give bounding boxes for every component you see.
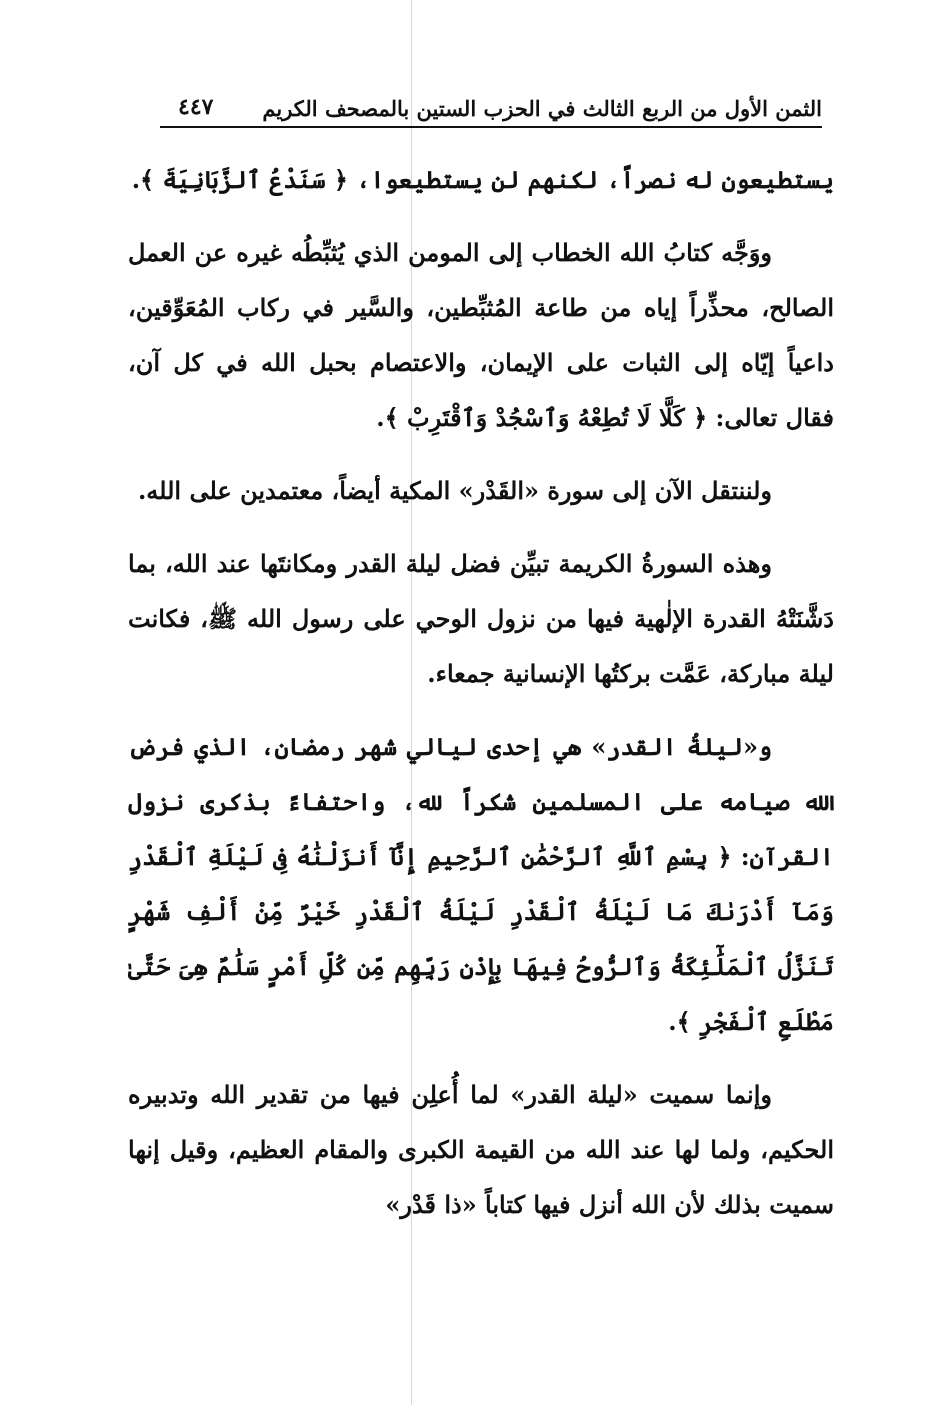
paragraph-continuation: يستطيعون له نصراً، لكنهم لن يستطيعوا، ﴿ سَنَدْعُ ٱلزَّبَانِيَةَ ﴾.	[131, 165, 834, 194]
paragraph-surah-text: و«ليلةُ القدر» هي إحدى ليالي شهر رمضان، الذي فرض الله صيامه على المسلمين شكراً لله، واحتفاءً بذكرى نزول القرآن: ﴿ بِسْمِ ٱللَّهِ ٱلرَّحْمَٰنِ ٱلرَّحِيمِ إِنَّآ أَنزَلْنَٰهُ فِى لَيْلَةِ ٱلْقَدْرِ وَمَآ أَدْرَىٰكَ مَا لَيْلَةُ ٱلْقَدْرِ لَيْلَةُ ٱلْقَدْرِ خَيْرٌ مِّنْ أَلْفِ شَهْرٍ تَنَزَّلُ ٱلْمَلَٰٓئِكَةُ وَٱلرُّوحُ فِيهَا بِإِذْنِ رَبِّهِم مِّن كُلِّ أَمْرٍ سَلَٰمٌ هِىَ حَتَّىٰ مَطْلَعِ ٱلْفَجْرِ ﴾.	[128, 732, 834, 1036]
page-number: ٤٤٧	[178, 94, 214, 120]
paragraph-night-virtue: وهذه السورةُ الكريمة تبيِّن فضل ليلة القدر ومكانتَها عند الله، بما دَشَّنَتْهُ القدرة الإلٰهية فيها من نزول الوحي على رسول الله ﷺ، فكانت ليلة مباركة، عَمَّت بركتُها الإنسانية جمعاء.	[128, 549, 834, 688]
running-title: الثمن الأول من الربع الثالث في الحزب الستين بالمصحف الكريم	[262, 96, 822, 121]
paragraph-naming: وإنما سميت «ليلة القدر» لما أُعلِن فيها من تقدير الله وتدبيره الحكيم، ولما لها عند الله من القيمة الكبرى والمقام العظيم، وقيل إنها سميت بذلك لأن الله أنزل فيها كتاباً «ذا قَدْر»	[128, 1080, 834, 1219]
page-header	[160, 88, 822, 128]
paragraph-surat-al-qadr-intro: ولننتقل الآن إلى سورة «القَدْر» المكية أيضاً، معتمدين على الله.	[137, 476, 772, 505]
main-text	[128, 152, 834, 1232]
paragraph-discouragers: ووَجَّه كتابُ الله الخطاب إلى المومن الذي يُثبِّطُه غيره عن العمل الصالح، محذِّراً إياه من طاعة المُثبِّطين، والسَّير في ركاب المُعَوِّقين، داعياً إيّاه إلى الثبات على الإيمان، والاعتصام بحبل الله في كل آن، فقال تعالى: ﴿ كَلَّا لَا تُطِعْهُ وَٱسْجُدْ وَٱقْتَرِبْ ﴾.	[128, 238, 834, 432]
header-rule	[160, 126, 822, 128]
